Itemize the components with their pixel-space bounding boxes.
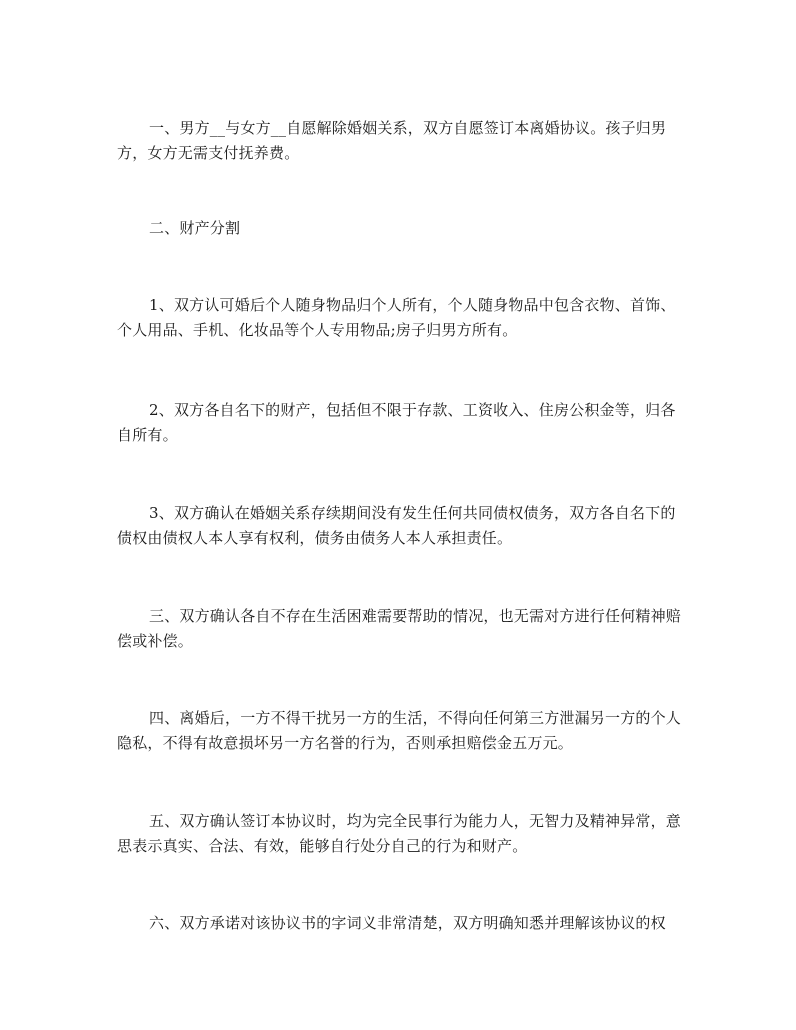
paragraph-3-personal-items: 1、双方认可婚后个人随身物品归个人所有，个人随身物品中包含衣物、首饰、个人用品、手机、化妆品等个人专用物品;房子归男方所有。: [117, 296, 676, 339]
paragraph-8-capacity: 五、双方确认签订本协议时，均为完全民事行为能力人，无智力及精神异常，意思表示真实、合法、有效，能够自行处分自己的行为和财产。: [117, 812, 682, 855]
paragraph-1-child-custody: 一、男方__与女方__自愿解除婚姻关系，双方自愿签订本离婚协议。孩子归男方，女方无需支付抚养费。: [117, 119, 667, 162]
paragraph-4-individual-assets: 2、双方各自名下的财产，包括但不限于存款、工资收入、住房公积金等，归各自所有。: [117, 401, 676, 444]
paragraph-6-no-compensation: 三、双方确认各自不存在生活困难需要帮助的情况，也无需对方进行任何精神赔偿或补偿。: [117, 607, 682, 650]
paragraph-2-property-division-heading: 二、财产分割: [149, 219, 241, 237]
paragraph-5-debts: 3、双方确认在婚姻关系存续期间没有发生任何共同债权债务，双方各自名下的债权由债权人本人享有权利，债务由债务人本人承担责任。: [117, 504, 676, 547]
paragraph-7-privacy: 四、离婚后，一方不得干扰另一方的生活，不得向任何第三方泄漏另一方的个人隐私，不得有故意损坏另一方名誉的行为，否则承担赔偿金五万元。: [117, 709, 682, 752]
paragraph-9-understanding: 六、双方承诺对该协议书的字词义非常清楚，双方明确知悉并理解该协议的权: [149, 914, 666, 932]
